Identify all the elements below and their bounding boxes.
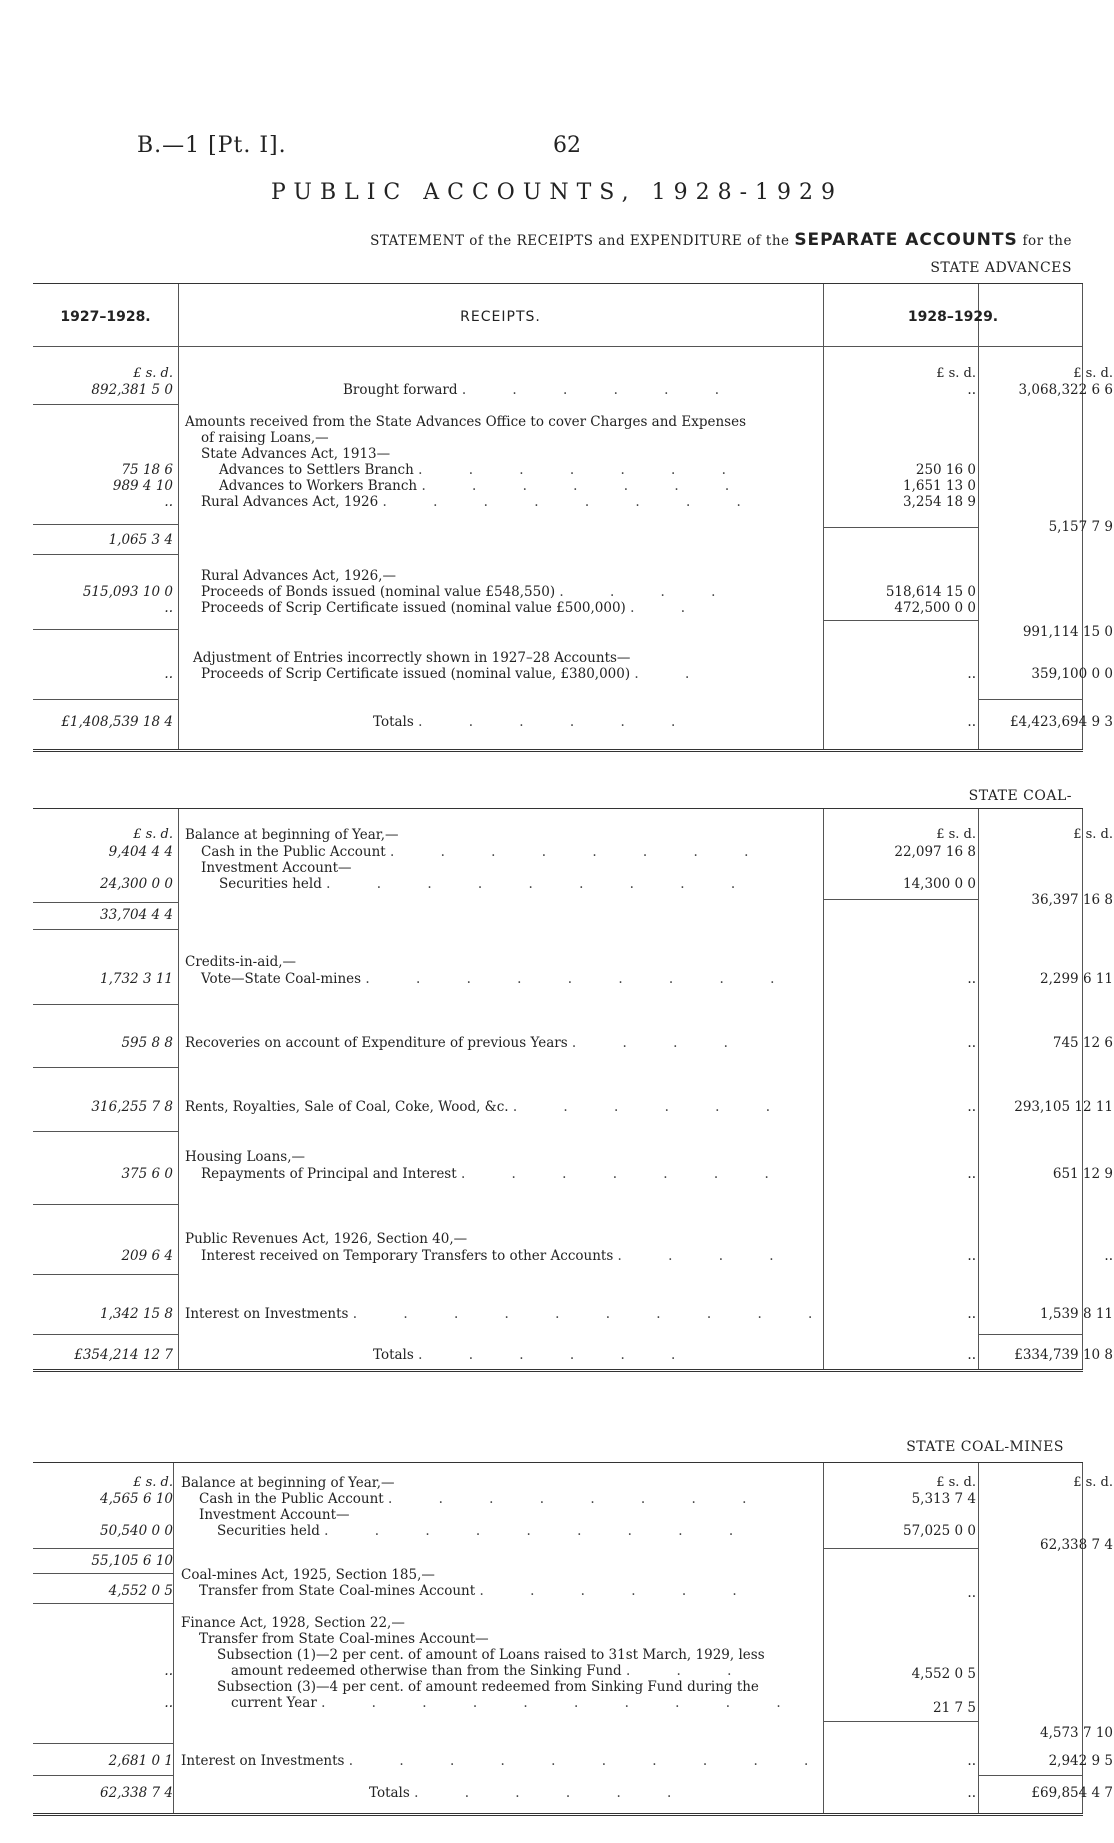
t2-r2-head: Investment Account— — [201, 860, 352, 876]
t1-r8-text: Proceeds of Scrip Certificate issued (nominal value, £380,000) — [201, 666, 631, 682]
t1-r2-line1: Amounts received from the State Advances Office to cover Charges and Expenses — [185, 414, 747, 430]
t3-r2-c3: 57,025 0 0 — [903, 1523, 976, 1539]
t3-total-c4: £69,854 4 7 — [1031, 1785, 1113, 1801]
t2-r5-c3: .. — [967, 1099, 976, 1115]
page-title: PUBLIC ACCOUNTS, 1928-1929 — [271, 180, 843, 205]
t1-r1-c4: 3,068,322 6 6 — [1018, 382, 1113, 398]
statement-pre: STATEMENT of the RECEIPTS and EXPENDITURE of the — [370, 233, 790, 249]
t2-unit-c3: £ s. d. — [936, 827, 976, 842]
t3-r1-text: Cash in the Public Account — [199, 1491, 384, 1507]
t3-r3-prev: 4,552 0 5 — [108, 1583, 173, 1599]
t1-r3-prev: 75 18 6 — [121, 462, 173, 478]
t1-r5-text: Rural Advances Act, 1926 — [201, 494, 379, 510]
t2-total-text: Totals — [373, 1347, 414, 1363]
t3-unit-prev: £ s. d. — [133, 1475, 173, 1490]
section-title-state-coal-mines: STATE COAL-MINES — [906, 1439, 1064, 1455]
t3-r5-c4: 4,573 7 10 — [1040, 1725, 1113, 1741]
t2-r7-prev: 209 6 4 — [121, 1248, 173, 1264]
t3-r3-head: Coal-mines Act, 1925, Section 185,— — [181, 1567, 435, 1583]
t2-r2-prev: 24,300 0 0 — [100, 876, 173, 892]
t3-r1-prev: 4,565 6 10 — [100, 1491, 173, 1507]
t3-r4-head1: Finance Act, 1928, Section 22,— — [181, 1615, 405, 1631]
t3-r5-head: Subsection (3)—4 per cent. of amount redeemed from Sinking Fund during the — [217, 1679, 759, 1695]
t2-r6-prev: 375 6 0 — [121, 1166, 173, 1182]
t3-r6-text: Interest on Investments — [181, 1753, 345, 1769]
t3-r5-c3: 21 7 5 — [933, 1700, 976, 1716]
t3-unit-c4: £ s. d. — [1073, 1475, 1113, 1490]
t3-r2-text: Securities held — [217, 1523, 320, 1539]
t3-r3-text: Transfer from State Coal-mines Account — [199, 1583, 476, 1599]
t1-r4-prev: 989 4 10 — [112, 478, 173, 494]
unit-c4: £ s. d. — [1073, 366, 1113, 381]
t1-r5sum-c4: 5,157 7 9 — [1048, 519, 1113, 535]
t2-total-prev: £354,214 12 7 — [74, 1347, 173, 1363]
t3-r3-c3: .. — [967, 1585, 976, 1601]
t2-r5-text: Rents, Royalties, Sale of Coal, Coke, Wood, &c. — [185, 1099, 509, 1115]
t3-total-text: Totals — [369, 1785, 410, 1801]
table-state-coal: £ s. d. £ s. d. £ s. d. Balance at beginning of Year,— 9,404 4 4 Cash in the Public Account . . . . . . . . 22,097 16 8 Investment Account— 24,300 0 0 Securities held . . . . . . . . . 14,300 0 0 33,704 4 4 36,397 16 8 Credits-in-aid,— 1,732 3 11 Vote—State Coal-mines . . . . . . . . . .. 2,299 6 11 595 8 8 Recoveries on account of Expenditure of previous Years . . . . .. 745 12 6 316,255 7 8 Rents, Royalties, Sale of Coal, Coke, Wood, &c. . . . . . . .. 293,105 12 11 Housing Loans,— 375 6 0 Repayments of Principal and Interest . . . . . . . .. 651 12 9 Public Revenues Act, 1926, Section 40,— 209 6 4 Interest received on Temporary Transfers to other Accounts . . . . .. .. 1,342 15 8 Interest on Investments . . . . . . . . . . .. 1,539 8 11 £354,214 12 7 Totals . . . . . . .. £334,739 10 8 — [33, 808, 1083, 1372]
t2-r4-text: Recoveries on account of Expenditure of previous Years — [185, 1035, 568, 1051]
t2-r2-text: Securities held — [219, 876, 322, 892]
t2-r2sum-prev: 33,704 4 4 — [100, 907, 173, 923]
t1-r1-c3: .. — [967, 382, 976, 398]
t2-r8-text: Interest on Investments — [185, 1306, 349, 1322]
t3-r5-prev: .. — [164, 1695, 173, 1711]
t3-r4-c3: 4,552 0 5 — [911, 1666, 976, 1682]
t3-r2-head: Investment Account— — [199, 1507, 350, 1523]
t1-r5-c3: 3,254 18 9 — [903, 494, 976, 510]
t1-r8-prev: .. — [164, 666, 173, 682]
table-state-coal-mines: £ s. d. £ s. d. £ s. d. Balance at beginning of Year,— 4,565 6 10 Cash in the Public Account . . . . . . . . 5,313 7 4 Investment Account— 50,540 0 0 Securities held . . . . . . . . . 57,025 0 0 55,105 6 10 62,338 7 4 Coal-mines Act, 1925, Section 185,— 4,552 0 5 Transfer from State Coal-mines Account . . . . . . .. Finance Act, 1928, Section 22,— Transfer from State Coal-mines Account— Subsection (1)—2 per cent. of amount of Loans raised to 31st March, 1929, less .. amount redeemed otherwise than from the Sinking Fund . . . 4,552 0 5 Subsection (3)—4 per cent. of amount redeemed from Sinking Fund during the .. current Year . . . . . . . . . . 21 7 5 4,573 7 10 2,681 0 1 Interest on Investments . . . . . . . . . . .. 2,942 9 5 62,338 7 4 Totals . . . . . . .. £69,854 4 7 — [33, 1462, 1083, 1816]
t2-r3-head: Credits-in-aid,— — [185, 954, 297, 970]
t2-r1-prev: 9,404 4 4 — [108, 844, 173, 860]
page-number: 62 — [553, 133, 581, 158]
t3-unit-c3: £ s. d. — [936, 1475, 976, 1490]
t1-r8-c4: 359,100 0 0 — [1031, 666, 1113, 682]
t2-r1-text: Cash in the Public Account — [201, 844, 386, 860]
t1-r3-c3: 250 16 0 — [915, 462, 976, 478]
t3-r4-head2: Transfer from State Coal-mines Account— — [199, 1631, 489, 1647]
t1-r6-head: Rural Advances Act, 1926,— — [201, 568, 396, 584]
t1-r7-c3: 472,500 0 0 — [894, 600, 976, 616]
colhead-receipts: RECEIPTS. — [460, 309, 541, 325]
t3-r4-text: amount redeemed otherwise than from the Sinking Fund — [231, 1663, 622, 1679]
t2-r3-c3: .. — [967, 971, 976, 987]
t2-r3-c4: 2,299 6 11 — [1040, 971, 1113, 987]
t1-r1-text: Brought forward — [343, 382, 458, 398]
statement-heading — [370, 230, 1072, 250]
t3-r4-prev: .. — [164, 1663, 173, 1679]
t1-total-c4: £4,423,694 9 3 — [1009, 714, 1113, 730]
t3-r6-prev: 2,681 0 1 — [108, 1753, 173, 1769]
section-title-state-advances: STATE ADVANCES — [930, 260, 1072, 276]
table-state-advances: 1927–1928. RECEIPTS. 1928–1929. £ s. d. £ s. d. £ s. d. 892,381 5 0 Brought forward . . . . . . .. 3,068,322 6 6 Amounts received from the State Advances Office to cover Charges and Expenses of raising Loans,— State Advances Act, 1913— 75 18 6 Advances to Settlers Branch . . . . . . . 250 16 0 989 4 10 Advances to Workers Branch . . . . . . . 1,651 13 0 .. Rural Advances Act, 1926 . . . . . . . . 3,254 18 9 1,065 3 4 5,157 7 9 Rural Advances Act, 1926,— 515,093 10 0 Proceeds of Bonds issued (nominal value £548,550) . . . . 518,614 15 0 .. Proceeds of Scrip Certificate issued (nominal value £500,000) . . 472,500 0 0 991,114 15 0 Adjustment of Entries incorrectly shown in 1927–28 Accounts— .. Proceeds of Scrip Certificate issued (nominal value, £380,000) . . .. 359,100 0 0 £1,408,539 18 4 Totals . . . . . . .. £4,423,694 9 3 — [33, 283, 1083, 752]
statement-post: for the — [1022, 233, 1072, 249]
t2-r8-prev: 1,342 15 8 — [100, 1306, 173, 1322]
t2-r2-c3: 14,300 0 0 — [903, 876, 976, 892]
t2-r7-c4: .. — [1104, 1248, 1113, 1264]
t3-r2sum-c4: 62,338 7 4 — [1040, 1537, 1113, 1553]
page-reference: B.—1 [Pt. I]. — [137, 133, 287, 158]
t3-total-prev: 62,338 7 4 — [100, 1785, 173, 1801]
t1-r2-line2: of raising Loans,— — [201, 430, 329, 446]
t3-r1-c3: 5,313 7 4 — [911, 1491, 976, 1507]
t2-total-c3: .. — [967, 1347, 976, 1363]
t2-r4-c4: 745 12 6 — [1052, 1035, 1113, 1051]
t1-r7-c4: 991,114 15 0 — [1022, 624, 1113, 640]
t1-r4-text: Advances to Workers Branch — [219, 478, 418, 494]
t3-r2-prev: 50,540 0 0 — [100, 1523, 173, 1539]
t1-r7-text: Proceeds of Scrip Certificate issued (nominal value £500,000) — [201, 600, 626, 616]
t1-total-c3: .. — [967, 714, 976, 730]
t2-r2sum-c4: 36,397 16 8 — [1031, 892, 1113, 908]
t2-r1-c3: 22,097 16 8 — [894, 844, 976, 860]
t1-r4-c3: 1,651 13 0 — [903, 478, 976, 494]
t3-total-c3: .. — [967, 1785, 976, 1801]
t1-r3-text: Advances to Settlers Branch — [219, 462, 414, 478]
t2-r6-text: Repayments of Principal and Interest — [201, 1166, 457, 1182]
t1-total-prev: £1,408,539 18 4 — [61, 714, 173, 730]
t1-r8-c3: .. — [967, 666, 976, 682]
t1-r8-head: Adjustment of Entries incorrectly shown in 1927–28 Accounts— — [193, 650, 631, 666]
t1-r1-prev: 892,381 5 0 — [91, 382, 173, 398]
t2-r3-text: Vote—State Coal-mines — [201, 971, 362, 987]
t2-r7-text: Interest received on Temporary Transfers to other Accounts — [201, 1248, 614, 1264]
t2-r1-head: Balance at beginning of Year,— — [185, 827, 399, 843]
t1-r7-prev: .. — [164, 600, 173, 616]
t2-r8-c4: 1,539 8 11 — [1040, 1306, 1113, 1322]
t2-r4-c3: .. — [967, 1035, 976, 1051]
t1-r6-text: Proceeds of Bonds issued (nominal value £548,550) — [201, 584, 556, 600]
t2-r4-prev: 595 8 8 — [121, 1035, 173, 1051]
statement-bold: SEPARATE ACCOUNTS — [794, 230, 1018, 250]
t1-r5-prev: .. — [164, 494, 173, 510]
t2-r5-prev: 316,255 7 8 — [91, 1099, 173, 1115]
t1-r6-prev: 515,093 10 0 — [82, 584, 173, 600]
t3-r2sum-prev: 55,105 6 10 — [91, 1553, 173, 1569]
t1-r6-c3: 518,614 15 0 — [885, 584, 976, 600]
t2-total-c4: £334,739 10 8 — [1014, 1347, 1113, 1363]
t2-unit-prev: £ s. d. — [133, 827, 173, 842]
t2-r3-prev: 1,732 3 11 — [100, 971, 173, 987]
colhead-curr-year: 1928–1929. — [907, 309, 999, 325]
t3-r1-head: Balance at beginning of Year,— — [181, 1475, 395, 1491]
t3-r4-head3: Subsection (1)—2 per cent. of amount of Loans raised to 31st March, 1929, less — [217, 1647, 765, 1663]
t2-unit-c4: £ s. d. — [1073, 827, 1113, 842]
t2-r6-c4: 651 12 9 — [1052, 1166, 1113, 1182]
t3-r6-c4: 2,942 9 5 — [1048, 1753, 1113, 1769]
t2-r7-c3: .. — [967, 1248, 976, 1264]
t1-total-text: Totals — [373, 714, 414, 730]
unit-prev: £ s. d. — [133, 366, 173, 381]
t2-r7-head: Public Revenues Act, 1926, Section 40,— — [185, 1231, 468, 1247]
t2-r6-c3: .. — [967, 1166, 976, 1182]
section-title-state-coal: STATE COAL- — [968, 788, 1072, 804]
t3-r6-c3: .. — [967, 1753, 976, 1769]
t3-r5-text: current Year — [231, 1695, 317, 1711]
unit-c3: £ s. d. — [936, 366, 976, 381]
t1-r2-line3: State Advances Act, 1913— — [201, 446, 391, 462]
t2-r6-head: Housing Loans,— — [185, 1149, 306, 1165]
t2-r8-c3: .. — [967, 1306, 976, 1322]
t1-r5sum-prev: 1,065 3 4 — [108, 532, 173, 548]
colhead-prev-year: 1927–1928. — [60, 309, 151, 325]
t2-r5-c4: 293,105 12 11 — [1014, 1099, 1113, 1115]
